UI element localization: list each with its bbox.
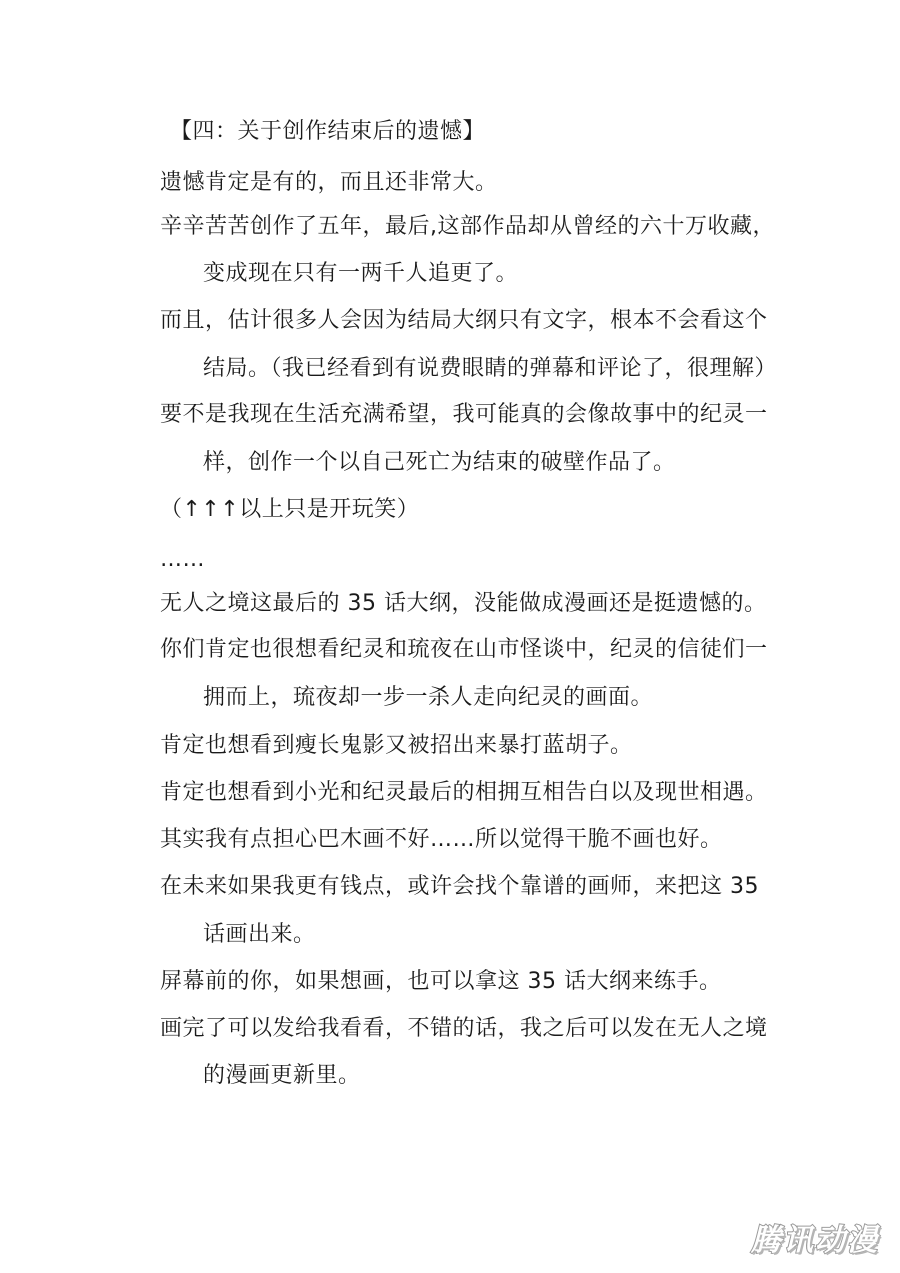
paragraph-line: 话画出来。 bbox=[203, 922, 316, 947]
paragraph-line: 肯定也想看到小光和纪灵最后的相拥互相告白以及现世相遇。 bbox=[160, 780, 768, 805]
paragraph-line: 变成现在只有一两千人追更了。 bbox=[203, 261, 519, 286]
paragraph-line: 拥而上，琉夜却一步一杀人走向纪灵的画面。 bbox=[203, 685, 654, 710]
paragraph-line: 而且，估计很多人会因为结局大纲只有文字，根本不会看这个 bbox=[160, 308, 768, 333]
paragraph-line: 遗憾肯定是有的，而且还非常大。 bbox=[160, 170, 498, 195]
section-heading: 【四：关于创作结束后的遗憾】 bbox=[170, 119, 486, 144]
paragraph-line: 在未来如果我更有钱点，或许会找个靠谱的画师，来把这 35 bbox=[160, 874, 759, 899]
paragraph-line: 辛辛苦苦创作了五年，最后,这部作品却从曾经的六十万收藏， bbox=[160, 214, 775, 239]
paragraph-line: 肯定也想看到瘦长鬼影又被招出来暴打蓝胡子。 bbox=[160, 733, 633, 758]
paragraph-line: 无人之境这最后的 35 话大纲，没能做成漫画还是挺遗憾的。 bbox=[160, 591, 767, 616]
paragraph-line: 的漫画更新里。 bbox=[203, 1063, 361, 1088]
tencent-comic-watermark bbox=[744, 1215, 886, 1259]
paragraph-line: 要不是我现在生活充满希望，我可能真的会像故事中的纪灵一 bbox=[160, 402, 768, 427]
paragraph-line: 样，创作一个以自己死亡为结束的破壁作品了。 bbox=[203, 450, 676, 475]
watermark-text: 腾讯动漫 bbox=[751, 1223, 879, 1258]
paragraph-line: 画完了可以发给我看看，不错的话，我之后可以发在无人之境 bbox=[160, 1016, 768, 1041]
paragraph-line: （↑↑↑以上只是开玩笑） bbox=[160, 497, 420, 522]
paragraph-line: …… bbox=[160, 547, 205, 572]
paragraph-line: 结局。（我已经看到有说费眼睛的弹幕和评论了，很理解） bbox=[203, 356, 778, 381]
paragraph-line: 其实我有点担心巴木画不好……所以觉得干脆不画也好。 bbox=[160, 827, 723, 852]
paragraph-line: 你们肯定也很想看纪灵和琉夜在山市怪谈中，纪灵的信徒们一 bbox=[160, 637, 768, 662]
paragraph-line: 屏幕前的你，如果想画，也可以拿这 35 话大纲来练手。 bbox=[160, 969, 722, 994]
